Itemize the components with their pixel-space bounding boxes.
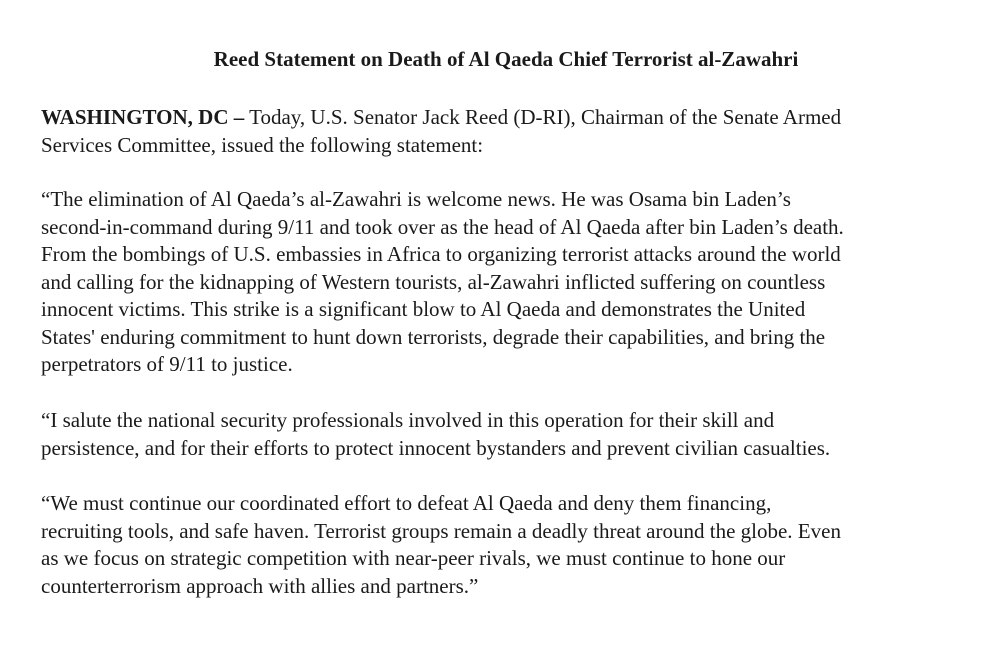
paragraph-line: and calling for the kidnapping of Western tourists, al-Zawahri inflicted suffering on countless — [41, 269, 826, 294]
intro-line-text: Today, U.S. Senator Jack Reed (D-RI), Chairman of the Senate Armed — [244, 105, 842, 129]
paragraph-line: States' enduring commitment to hunt down terrorists, degrade their capabilities, and bring the — [41, 324, 826, 349]
dateline: WASHINGTON, DC – — [41, 105, 245, 129]
paragraph-line: persistence, and for their efforts to protect innocent bystanders and prevent civilian casualties. — [41, 435, 831, 460]
quote-paragraph-3 — [41, 490, 981, 600]
paragraph-line: “The elimination of Al Qaeda’s al-Zawahri is welcome news. He was Osama bin Laden’s — [41, 187, 791, 211]
intro-line: Services Committee, issued the following statement: — [41, 132, 484, 157]
paragraph-line: second-in-command during 9/11 and took over as the head of Al Qaeda after bin Laden’s death. — [41, 214, 844, 239]
quote-paragraph-2 — [41, 407, 981, 462]
intro-paragraph — [41, 104, 981, 159]
intro-line — [41, 104, 981, 132]
paragraph-line: recruiting tools, and safe haven. Terrorist groups remain a deadly threat around the globe. Even — [41, 518, 841, 543]
paragraph-line: perpetrators of 9/11 to justice. — [41, 352, 293, 376]
paragraph-line: “I salute the national security professionals involved in this operation for their skill and — [41, 408, 775, 432]
paragraph-line: counterterrorism approach with allies and partners.” — [41, 573, 479, 598]
document-title: Reed Statement on Death of Al Qaeda Chief Terrorist al-Zawahri — [213, 47, 799, 71]
paragraph-line: From the bombings of U.S. embassies in Africa to organizing terrorist attacks around the world — [41, 242, 841, 266]
quote-paragraph-1 — [41, 186, 981, 379]
paragraph-line: “We must continue our coordinated effort to defeat Al Qaeda and deny them financing, — [41, 491, 772, 515]
paragraph-line: innocent victims. This strike is a significant blow to Al Qaeda and demonstrates the United — [41, 297, 806, 321]
paragraph-line: as we focus on strategic competition with near-peer rivals, we must continue to hone our — [41, 546, 786, 570]
